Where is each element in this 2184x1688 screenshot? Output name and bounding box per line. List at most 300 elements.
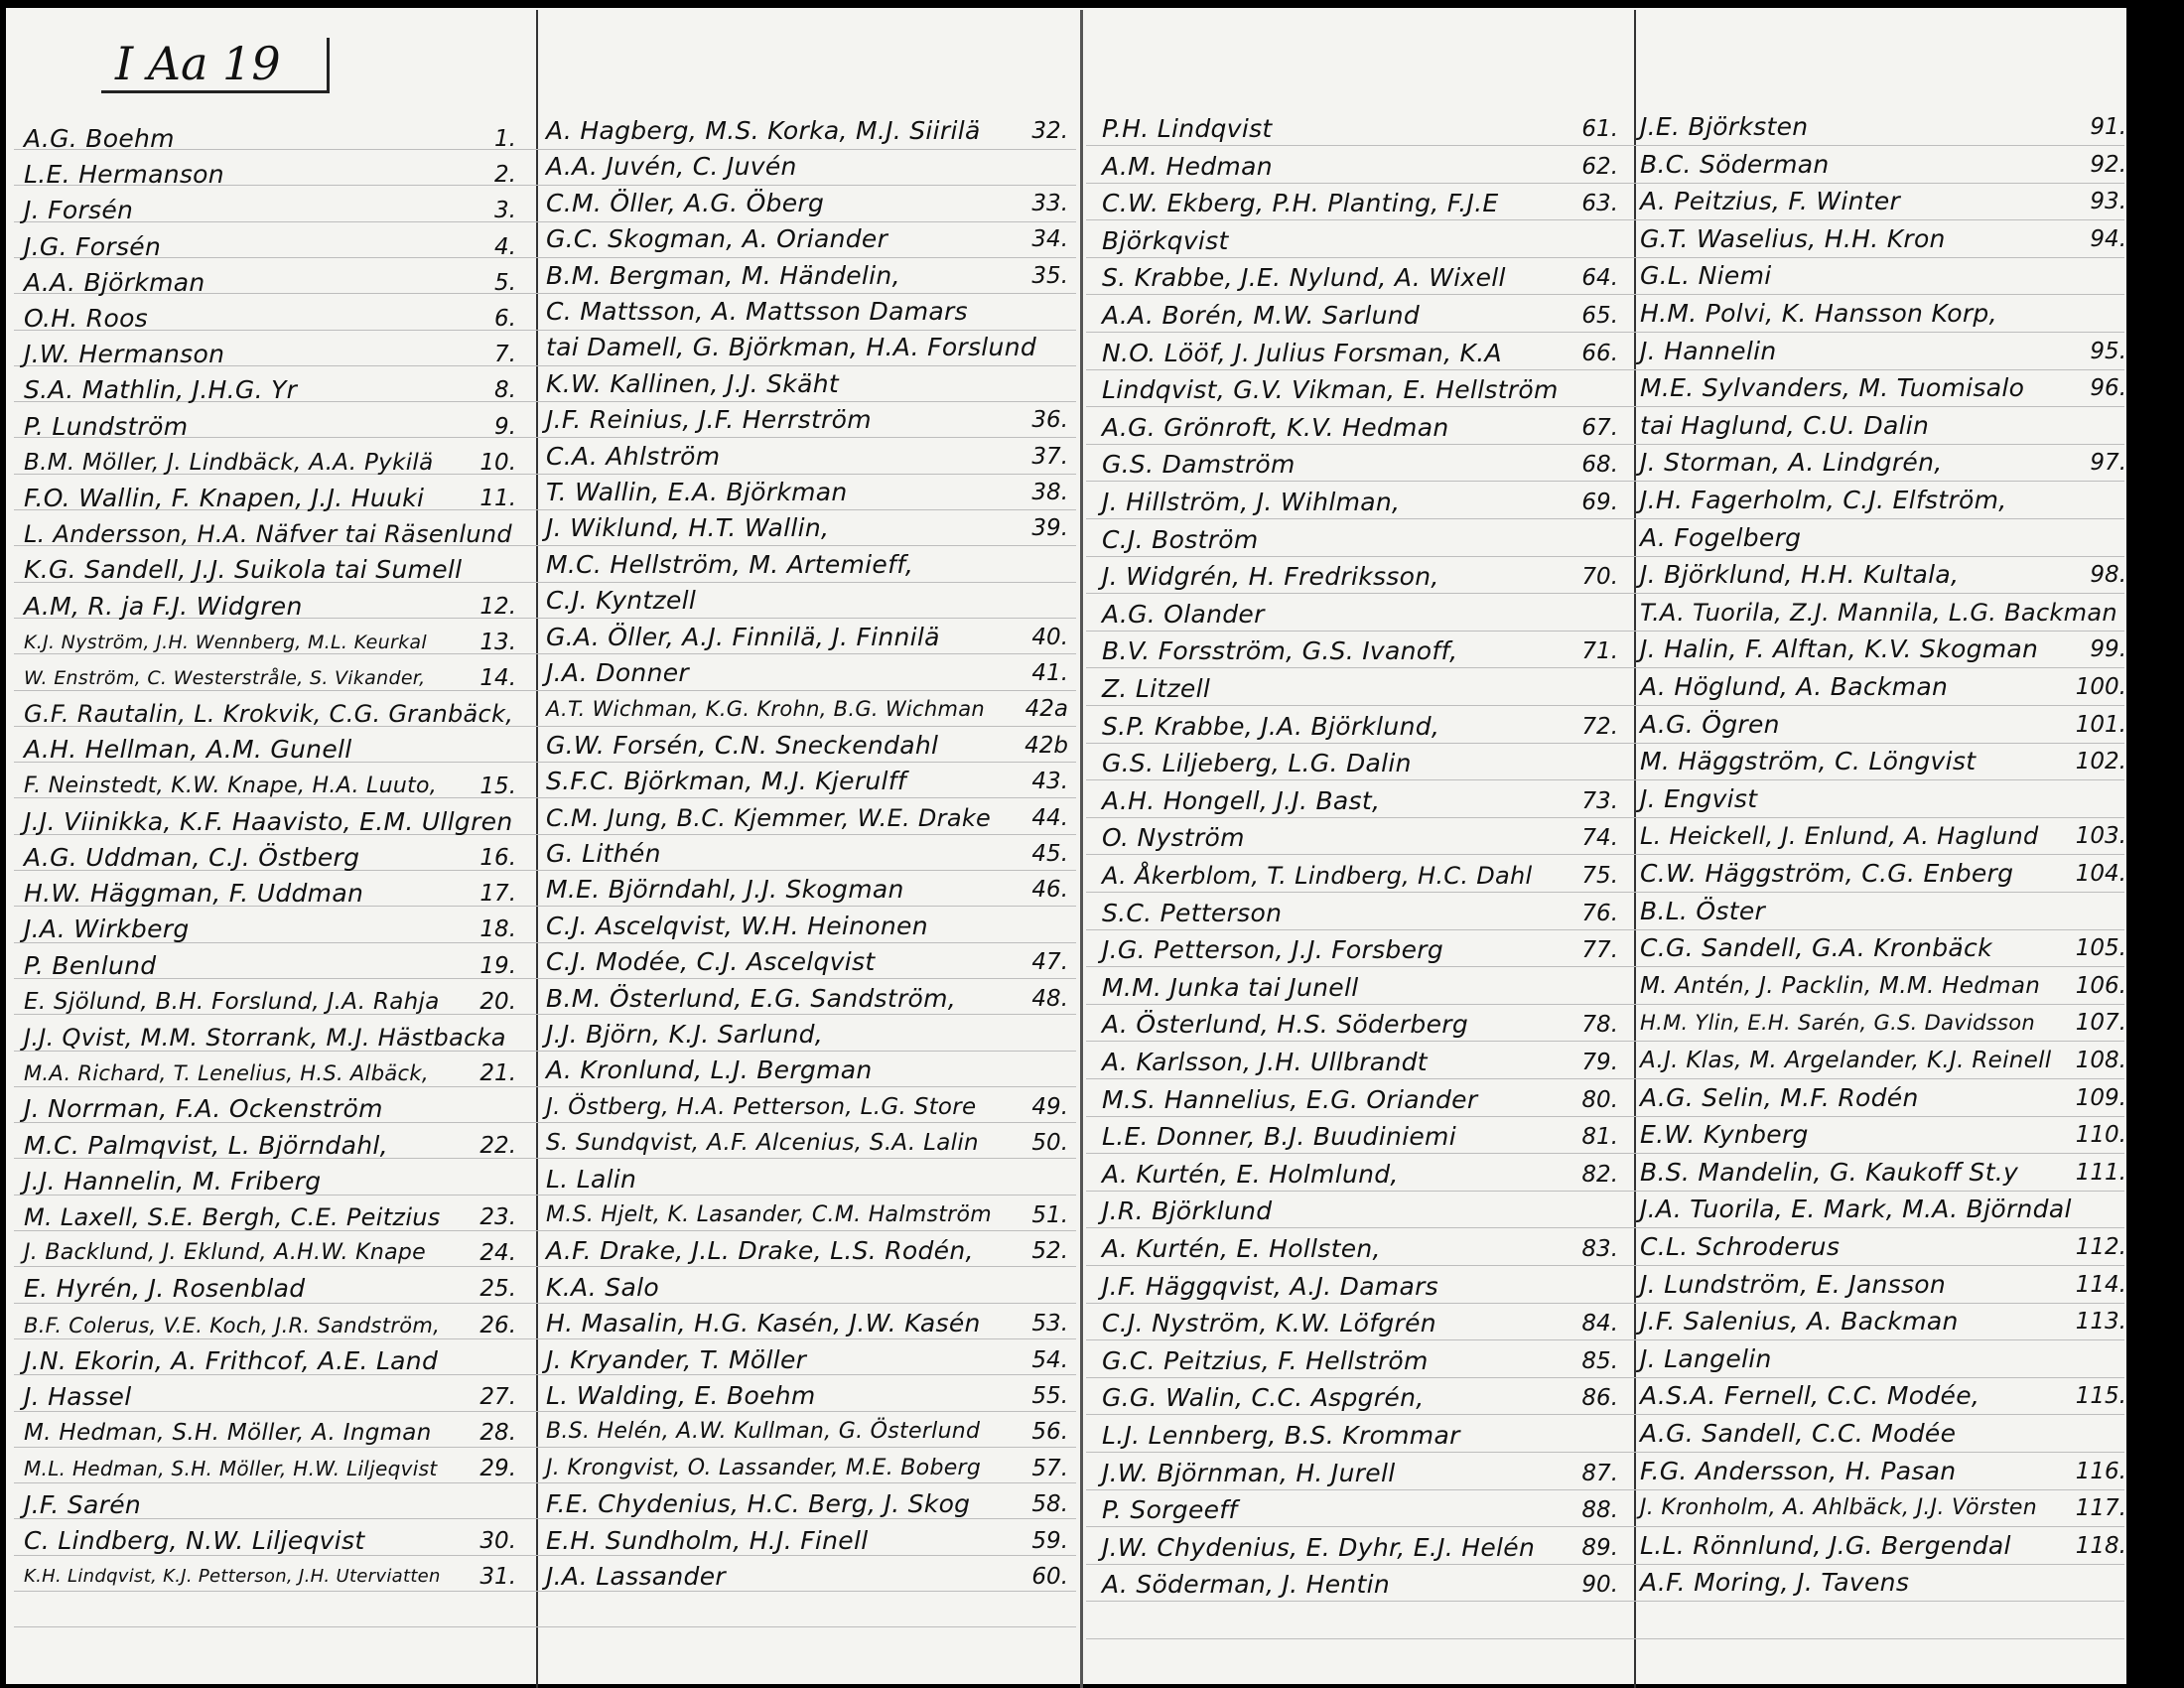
entry-number: 99.: [2090, 636, 2126, 662]
entry-number: 2.: [494, 162, 516, 188]
entry-number: 51.: [1031, 1202, 1068, 1228]
entry-names: J. Engvist: [1640, 784, 1758, 813]
entry-names: J. Lundström, E. Jansson: [1640, 1270, 1947, 1299]
ledger-entry: [1640, 485, 2126, 516]
ledger-entry: [546, 766, 1068, 797]
ledger-entry: [546, 1416, 1068, 1448]
ledger-entry: [546, 1453, 1068, 1484]
ledger-entry: [1102, 374, 1618, 406]
entry-names: A.A. Juvén, C. Juvén: [546, 152, 797, 181]
ledger-entry: [546, 622, 1068, 653]
entry-names: S. Krabbe, J.E. Nylund, A. Wixell: [1102, 263, 1506, 292]
rule-line: [1086, 406, 2124, 407]
entry-names: J.J. Qvist, M.M. Storrank, M.J. Hästbacka: [24, 1024, 506, 1052]
entry-number: 56.: [1031, 1419, 1068, 1445]
rule-line: [1086, 705, 2124, 706]
entry-names: C.M. Jung, B.C. Kjemmer, W.E. Drake: [546, 804, 992, 832]
ledger-entry: [24, 771, 516, 802]
entry-number: 82.: [1581, 1162, 1618, 1188]
ledger-entry: [1102, 300, 1618, 332]
entry-number: 98.: [2090, 562, 2126, 588]
rule-line: [1086, 631, 2124, 632]
entry-names: K.J. Nyström, J.H. Wennberg, M.L. Keurkal: [24, 632, 427, 653]
entry-number: 54.: [1031, 1347, 1068, 1373]
ledger-entry: [1102, 1345, 1618, 1377]
entry-names: J.W. Hermanson: [24, 340, 225, 368]
entry-names: F. Neinstedt, K.W. Knape, H.A. Luuto,: [24, 774, 438, 798]
entry-number: 81.: [1581, 1124, 1618, 1150]
rule-line: [1086, 1377, 2124, 1378]
entry-number: 77.: [1581, 937, 1618, 963]
entry-names: A.G. Ögren: [1640, 710, 1780, 739]
entry-names: M. Antén, J. Packlin, M.M. Hedman: [1640, 973, 2041, 999]
entry-names: S.F.C. Björkman, M.J. Kjerulff: [546, 767, 907, 795]
entry-number: 18.: [479, 916, 516, 942]
entry-number: 53.: [1031, 1311, 1068, 1336]
ledger-entry: [546, 115, 1068, 147]
entry-names: A.F. Drake, J.L. Drake, L.S. Rodén,: [546, 1236, 974, 1265]
ledger-entry: [546, 188, 1068, 219]
entry-number: 24.: [479, 1240, 516, 1266]
entry-names: M.E. Sylvanders, M. Tuomisalo: [1640, 373, 2025, 402]
entry-number: 107.: [2075, 1010, 2126, 1036]
entry-number: 45.: [1031, 841, 1068, 867]
entry-number: 52.: [1031, 1238, 1068, 1264]
ledger-entry: [24, 950, 516, 982]
ledger-entry: [546, 730, 1068, 762]
entry-names: A.G. Sandell, C.C. Modée: [1640, 1419, 1957, 1448]
rule-line: [1086, 1078, 2124, 1079]
entry-names: G.C. Peitzius, F. Hellström: [1102, 1346, 1429, 1375]
entry-number: 94.: [2090, 226, 2126, 252]
ledger-entry: [24, 698, 516, 730]
entry-names: A.G. Boehm: [24, 124, 175, 153]
ledger-entry: [24, 1201, 516, 1233]
ledger-entry: [24, 1525, 516, 1557]
ledger-entry: [24, 518, 516, 550]
ledger-entry: [1640, 1492, 2126, 1524]
entry-names: C.M. Öller, A.G. Öberg: [546, 189, 825, 217]
entry-names: J.J. Viinikka, K.F. Haavisto, E.M. Ullgren: [24, 807, 513, 836]
ledger-entry: [24, 842, 516, 874]
ledger-entry: [546, 1019, 1068, 1051]
rule-line: [1086, 1489, 2124, 1490]
ledger-entry: [1102, 822, 1618, 854]
ledger-entry: [1640, 1157, 2126, 1189]
entry-number: 106.: [2075, 973, 2126, 999]
ledger-entry: [1640, 372, 2126, 404]
entry-number: 34.: [1031, 226, 1068, 252]
rule-line: [1086, 1153, 2124, 1154]
entry-number: 117.: [2075, 1495, 2126, 1521]
entry-names: A.G. Grönroft, K.V. Hedman: [1102, 413, 1449, 442]
entry-names: J.A. Donner: [546, 658, 689, 687]
ledger-entry: [1102, 599, 1618, 631]
ledger-entry: [546, 585, 1068, 617]
entry-number: 86.: [1581, 1385, 1618, 1411]
rule-line: [1086, 743, 2124, 744]
ledger-entry: [1102, 412, 1618, 444]
entry-names: E. Sjölund, B.H. Forslund, J.A. Rahja: [24, 989, 440, 1015]
entry-names: L.E. Donner, B.J. Buudiniemi: [1102, 1122, 1456, 1151]
entry-number: 47.: [1031, 949, 1068, 975]
ledger-entry: [546, 512, 1068, 544]
ledger-entry: [546, 477, 1068, 508]
ledger-entry: [1640, 1306, 2126, 1337]
entry-names: A. Karlsson, J.H. Ullbrandt: [1102, 1048, 1428, 1076]
ledger-entry: [1640, 1418, 2126, 1450]
entry-names: P. Lundström: [24, 412, 189, 441]
entry-number: 39.: [1031, 515, 1068, 541]
entry-number: 95.: [2090, 339, 2126, 364]
ledger-entry: [1640, 559, 2126, 591]
entry-names: C.J. Kyntzell: [546, 586, 697, 615]
entry-number: 42b: [1024, 733, 1068, 759]
ledger-entry: [1640, 111, 2126, 143]
entry-number: 114.: [2075, 1272, 2126, 1298]
rule-line: [1086, 817, 2124, 818]
entry-names: S.A. Mathlin, J.H.G. Yr: [24, 375, 298, 404]
entry-names: J.F. Häggqvist, A.J. Damars: [1102, 1272, 1438, 1301]
ledger-entry: [24, 339, 516, 370]
entry-names: J. Norrman, F.A. Ockenström: [24, 1094, 383, 1123]
entry-names: K.H. Lindqvist, K.J. Petterson, J.H. Uterviatten: [24, 1566, 441, 1587]
ledger-entry: [1102, 1458, 1618, 1489]
entry-number: 1.: [494, 126, 516, 152]
ledger-entry: [1102, 1159, 1618, 1191]
entry-number: 35.: [1031, 263, 1068, 289]
entry-names: A.H. Hongell, J.J. Bast,: [1102, 786, 1381, 815]
entry-names: L.J. Lennberg, B.S. Krommar: [1102, 1421, 1460, 1450]
rule-line: [1086, 1414, 2124, 1415]
entry-names: J.J. Björn, K.J. Sarlund,: [546, 1020, 824, 1049]
ledger-entry: [1102, 1233, 1618, 1265]
ledger-entry: [1640, 1269, 2126, 1301]
ledger-entry: [1102, 1009, 1618, 1041]
entry-names: P. Sorgeeff: [1102, 1495, 1238, 1524]
entry-names: A. Peitzius, F. Winter: [1640, 187, 1901, 215]
entry-names: K.G. Sandell, J.J. Suikola tai Sumell: [24, 555, 463, 584]
ledger-entry: [1640, 820, 2126, 852]
entry-number: 22.: [479, 1133, 516, 1159]
entry-names: M.M. Junka tai Junell: [1102, 973, 1359, 1002]
ledger-entry: [1640, 671, 2126, 703]
ledger-entry: [1102, 934, 1618, 966]
entry-number: 85.: [1581, 1348, 1618, 1374]
entry-names: tai Damell, G. Björkman, H.A. Forslund: [546, 333, 1037, 361]
ledger-entry: [1640, 1343, 2126, 1375]
entry-number: 28.: [479, 1420, 516, 1446]
entry-names: L. Walding, E. Boehm: [546, 1381, 816, 1410]
ledger-entry: [546, 983, 1068, 1015]
ledger-entry: [1102, 972, 1618, 1004]
ledger-entry: [24, 231, 516, 263]
entry-number: 13.: [479, 630, 516, 655]
entry-names: M.S. Hannelius, E.G. Oriander: [1102, 1085, 1478, 1114]
entry-names: E. Hyrén, J. Rosenblad: [24, 1274, 306, 1303]
ledger-entry: [546, 802, 1068, 834]
ledger-entry: [1640, 597, 2126, 629]
rule-line: [1086, 1452, 2124, 1453]
entry-number: 113.: [2075, 1309, 2126, 1335]
ledger-entry: [546, 260, 1068, 292]
entry-names: S.C. Petterson: [1102, 899, 1283, 927]
ledger-entry: [24, 447, 516, 479]
entry-number: 3.: [494, 198, 516, 223]
ledger-entry: [1102, 113, 1618, 145]
rule-line: [1086, 1116, 2124, 1117]
entry-number: 105.: [2075, 935, 2126, 961]
rule-line: [1086, 1339, 2124, 1340]
entry-number: 66.: [1581, 341, 1618, 366]
ledger-entry: [546, 1272, 1068, 1304]
entry-names: G. Lithén: [546, 839, 661, 868]
entry-number: 103.: [2075, 823, 2126, 849]
entry-number: 48.: [1031, 986, 1068, 1012]
rule-line: [1086, 257, 2124, 258]
entry-names: A. Söderman, J. Hentin: [1102, 1570, 1391, 1599]
ledger-entry: [546, 1344, 1068, 1376]
ledger-entry: [546, 1308, 1068, 1339]
column-divider: [1634, 10, 1636, 1688]
ledger-entry: [1640, 1380, 2126, 1412]
entry-names: T. Wallin, E.A. Björkman: [546, 478, 848, 506]
ledger-entry: [1102, 898, 1618, 929]
entry-number: 92.: [2090, 152, 2126, 178]
ledger-entry: [1640, 633, 2126, 665]
entry-number: 46.: [1031, 877, 1068, 903]
entry-names: G.L. Niemi: [1640, 261, 1772, 290]
entry-number: 8.: [494, 377, 516, 403]
entry-names: J. Hassel: [24, 1382, 132, 1411]
entry-number: 5.: [494, 270, 516, 296]
ledger-entry: [1102, 1569, 1618, 1601]
entry-names: L. Heickell, J. Enlund, A. Haglund: [1640, 822, 2039, 850]
ledger-entry: [546, 332, 1068, 363]
rule-line: [1086, 294, 2124, 295]
entry-names: J. Backlund, J. Eklund, A.H.W. Knape: [24, 1240, 426, 1265]
entry-names: J. Östberg, H.A. Petterson, L.G. Store: [546, 1094, 977, 1120]
entry-number: 110.: [2075, 1122, 2126, 1148]
ledger-entry: [546, 874, 1068, 906]
entry-names: H. Masalin, H.G. Kasén, J.W. Kasén: [546, 1309, 981, 1337]
entry-number: 44.: [1031, 805, 1068, 831]
entry-number: 72.: [1581, 714, 1618, 740]
entry-names: G.A. Öller, A.J. Finnilä, J. Finnilä: [546, 623, 940, 651]
entry-number: 16.: [479, 845, 516, 871]
ledger-entry: [1102, 1084, 1618, 1116]
entry-names: L.L. Rönnlund, J.G. Bergendal: [1640, 1531, 2011, 1560]
ledger-entry: [546, 441, 1068, 473]
entry-names: C.W. Häggström, C.G. Enberg: [1640, 859, 2014, 888]
ledger-entry: [1102, 151, 1618, 183]
entry-names: G.C. Skogman, A. Oriander: [546, 224, 888, 253]
rule-line: [1086, 929, 2124, 930]
entry-number: 20.: [479, 989, 516, 1015]
entry-names: M. Laxell, S.E. Bergh, C.E. Peitzius: [24, 1203, 441, 1231]
ledger-entry: [1640, 1231, 2126, 1263]
entry-names: A.T. Wichman, K.G. Krohn, B.G. Wichman: [546, 697, 986, 721]
entry-names: B.L. Öster: [1640, 897, 1766, 925]
ledger-entry: [24, 1561, 516, 1593]
ledger-entry: [24, 374, 516, 406]
entry-names: B.M. Österlund, E.G. Sandström,: [546, 984, 957, 1013]
ledger-entry: [546, 1055, 1068, 1086]
entry-names: H.M. Polvi, K. Hansson Korp,: [1640, 299, 1997, 328]
ledger-entry: [1102, 262, 1618, 294]
ledger-entry: [24, 1237, 516, 1269]
entry-names: A.F. Moring, J. Tavens: [1640, 1568, 1910, 1597]
entry-names: C.J. Nyström, K.W. Löfgrén: [1102, 1309, 1436, 1337]
ledger-entry: [24, 1417, 516, 1449]
ledger-entry: [546, 404, 1068, 436]
ledger-entry: [24, 123, 516, 155]
ledger-entry: [1640, 896, 2126, 927]
ledger-entry: [1102, 1532, 1618, 1564]
ledger-entry: [1102, 673, 1618, 705]
entry-number: 50.: [1031, 1130, 1068, 1156]
entry-names: G.W. Forsén, C.N. Sneckendahl: [546, 731, 939, 760]
ledger-entry: [24, 1022, 516, 1054]
ledger-entry: [1640, 932, 2126, 964]
rule-line: [1086, 481, 2124, 482]
entry-number: 12.: [479, 594, 516, 620]
rule-line: [1086, 332, 2124, 333]
ledger-entry: [24, 195, 516, 226]
entry-number: 43.: [1031, 769, 1068, 794]
entry-number: 74.: [1581, 825, 1618, 851]
ledger-entry: [1640, 746, 2126, 777]
entry-number: 6.: [494, 306, 516, 332]
entry-number: 29.: [479, 1456, 516, 1481]
ledger-entry: [24, 1166, 516, 1197]
entry-number: 104.: [2075, 861, 2126, 887]
entry-names: A.G. Olander: [1102, 600, 1265, 629]
entry-names: B.S. Helén, A.W. Kullman, G. Österlund: [546, 1419, 981, 1444]
ledger-entry: [1640, 709, 2126, 741]
entry-names: K.A. Salo: [546, 1273, 659, 1302]
entry-names: P. Benlund: [24, 951, 157, 980]
entry-names: A. Kronlund, L.J. Bergman: [546, 1055, 873, 1084]
entry-names: J. Langelin: [1640, 1344, 1772, 1373]
entry-names: C.W. Ekberg, P.H. Planting, F.J.E: [1102, 189, 1499, 217]
entry-names: L. Andersson, H.A. Näfver tai Räsenlund: [24, 520, 512, 548]
entry-number: 83.: [1581, 1236, 1618, 1262]
ledger-entry: [1640, 1456, 2126, 1487]
entry-number: 26.: [479, 1313, 516, 1338]
ledger-entry: [1640, 1045, 2126, 1076]
ledger-entry: [1640, 1194, 2126, 1225]
entry-number: 101.: [2075, 712, 2126, 738]
ledger-entry: [546, 693, 1068, 725]
entry-names: S. Sundqvist, A.F. Alcenius, S.A. Lalin: [546, 1130, 979, 1156]
rule-line: [1086, 219, 2124, 220]
entry-number: 64.: [1581, 265, 1618, 291]
entry-names: B.C. Söderman: [1640, 150, 1830, 179]
entry-number: 70.: [1581, 564, 1618, 590]
entry-names: O.H. Roos: [24, 304, 148, 333]
entry-names: C.J. Ascelqvist, W.H. Heinonen: [546, 912, 928, 940]
entry-names: Z. Litzell: [1102, 674, 1211, 703]
ledger-entry: [1640, 298, 2126, 330]
entry-number: 91.: [2090, 114, 2126, 140]
ledger-entry: [546, 1199, 1068, 1231]
entry-names: J. Kryander, T. Möller: [546, 1345, 807, 1374]
entry-number: 67.: [1581, 415, 1618, 441]
entry-names: J. Halin, F. Alftan, K.V. Skogman: [1640, 634, 2039, 663]
rule-line: [1086, 892, 2124, 893]
ledger-entry: [546, 1380, 1068, 1412]
ledger-entry: [1102, 338, 1618, 369]
rule-line: [1086, 1041, 2124, 1042]
entry-number: 27.: [479, 1384, 516, 1410]
entry-names: A.S.A. Fernell, C.C. Modée,: [1640, 1381, 1980, 1410]
entry-number: 63.: [1581, 191, 1618, 216]
ledger-entry: [1102, 860, 1618, 892]
entry-number: 4.: [494, 234, 516, 260]
entry-number: 73.: [1581, 788, 1618, 814]
ledger-entry: [1102, 1271, 1618, 1303]
ledger-entry: [24, 734, 516, 766]
entry-names: J. Forsén: [24, 196, 134, 224]
ledger-entry: [24, 159, 516, 191]
entry-number: 42a: [1024, 696, 1068, 722]
entry-names: J.W. Björnman, H. Jurell: [1102, 1459, 1396, 1487]
entry-names: A.G. Uddman, C.J. Östberg: [24, 843, 360, 872]
ledger-entry: [1102, 561, 1618, 593]
rule-line: [1086, 183, 2124, 184]
rule-line: [1086, 518, 2124, 519]
ledger-entry: [1640, 410, 2126, 442]
entry-number: 75.: [1581, 863, 1618, 889]
ledger-entry: [1640, 783, 2126, 815]
entry-number: 38.: [1031, 480, 1068, 505]
ledger-entry: [1640, 1567, 2126, 1599]
entry-number: 31.: [479, 1564, 516, 1590]
entry-names: A.M, R. ja F.J. Widgren: [24, 592, 303, 621]
ledger-entry: [24, 986, 516, 1018]
entry-names: G.G. Walin, C.C. Aspgrén,: [1102, 1383, 1425, 1412]
entry-number: 76.: [1581, 901, 1618, 926]
ledger-entry: [1640, 1530, 2126, 1562]
entry-names: G.F. Rautalin, L. Krokvik, C.G. Granbäck,: [24, 700, 514, 728]
entry-names: J.G. Forsén: [24, 232, 162, 261]
entry-names: F.O. Wallin, F. Knapen, J.J. Huuki: [24, 484, 425, 512]
entry-number: 37.: [1031, 444, 1068, 470]
ledger-entry: [1102, 748, 1618, 779]
entry-names: J.H. Fagerholm, C.J. Elfström,: [1640, 486, 2007, 514]
ledger-entry: [24, 303, 516, 335]
ledger-entry: [1102, 1308, 1618, 1339]
entry-names: J.R. Björklund: [1102, 1196, 1273, 1225]
rule-line: [1086, 556, 2124, 557]
rule-line: [1086, 369, 2124, 370]
entry-names: J.A. Tuorila, E. Mark, M.A. Björndal: [1640, 1195, 2072, 1223]
entry-names: Björkqvist: [1102, 226, 1229, 255]
entry-number: 89.: [1581, 1535, 1618, 1561]
entry-names: B.V. Forsström, G.S. Ivanoff,: [1102, 636, 1458, 665]
entry-number: 33.: [1031, 191, 1068, 216]
entry-number: 93.: [2090, 189, 2126, 214]
rule-line: [14, 1626, 1076, 1627]
ledger-entry: [24, 1310, 516, 1341]
entry-names: G.S. Damström: [1102, 450, 1296, 479]
entry-names: M.A. Richard, T. Lenelius, H.S. Albäck,: [24, 1061, 429, 1085]
rule-line: [1086, 1601, 2124, 1602]
ledger-entry: [24, 1273, 516, 1305]
ledger-entry: [1640, 858, 2126, 890]
entry-number: 88.: [1581, 1497, 1618, 1523]
